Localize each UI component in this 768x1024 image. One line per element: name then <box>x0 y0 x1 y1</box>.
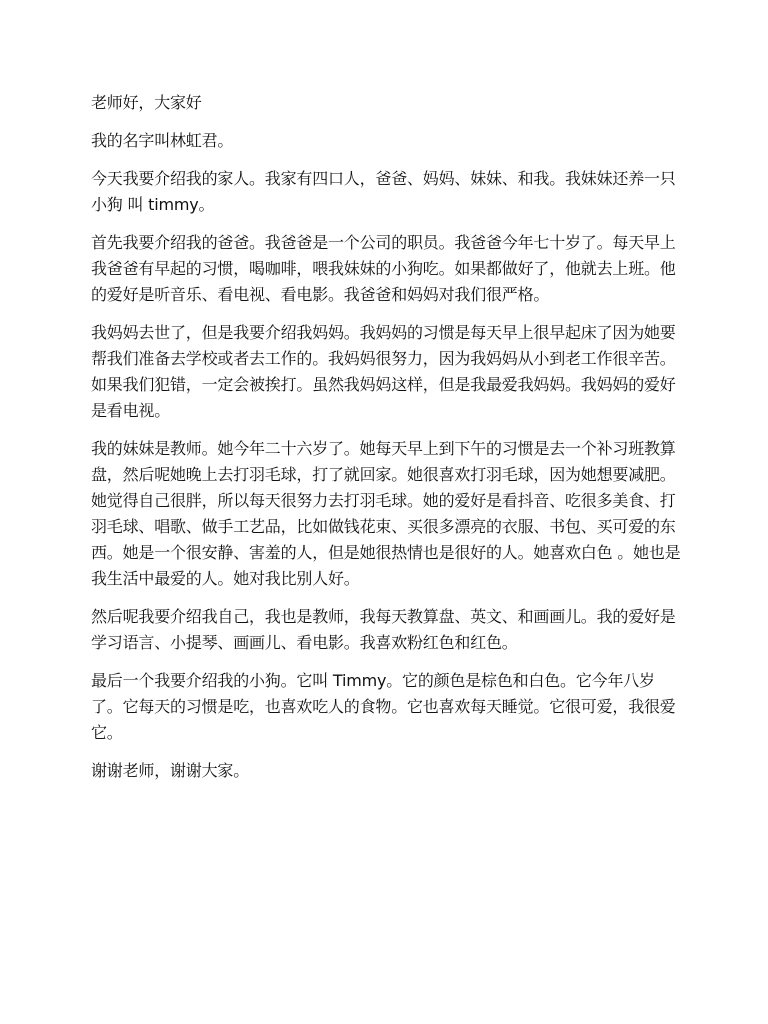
dog-paragraph: 最后一个我要介绍我的小狗。它叫 Timmy。它的颜色是棕色和白色。它今年八岁了。它每天的习惯是吃，也喜欢吃人的食物。它也喜欢每天睡觉。它很可爱，我很爱它。 <box>91 671 676 742</box>
greeting-paragraph: 老师好，大家好 <box>91 93 202 112</box>
sister-paragraph: 我的妹妹是教师。她今年二十六岁了。她每天早上到下午的习惯是去一个补习班教算盘，然后呢她晚上去打羽毛球，打了就回家。她很喜欢打羽毛球，因为她想要减肥。她觉得自己很胖，所以每天很努力去打羽毛球。她的爱好是看抖音、吃很多美食、打羽毛球、唱歌、做手工艺品，比如做钱花束、买很多漂亮的衣服、书包、买可爱的东西。她是一个很安静、害羞的人，但是她很热情也是很好的人。她喜欢白色 。她也是我生活中最爱的人。她对我比别人好。 <box>91 439 681 588</box>
self-paragraph: 然后呢我要介绍我自己，我也是教师，我每天教算盘、英文、和画画儿。我的爱好是学习语言、小提琴、画画儿、看电影。我喜欢粉红色和红色。 <box>91 607 676 652</box>
mother-paragraph: 我妈妈去世了，但是我要介绍我妈妈。我妈妈的习惯是每天早上很早起床了因为她要帮我们准备去学校或者去工作的。我妈妈很努力，因为我妈妈从小到老工作很辛苦。如果我们犯错，一定会被挨打。虽然我妈妈这样，但是我最爱我妈妈。我妈妈的爱好是看电视。 <box>91 323 676 420</box>
father-paragraph: 首先我要介绍我的爸爸。我爸爸是一个公司的职员。我爸爸今年七十岁了。每天早上我爸爸有早起的习惯，喝咖啡，喂我妹妹的小狗吃。如果都做好了，他就去上班。他的爱好是听音乐、看电视、看电影。我爸爸和妈妈对我们很严格。 <box>91 233 676 304</box>
name-paragraph: 我的名字叫林虹君。 <box>91 131 234 150</box>
thanks-paragraph: 谢谢老师，谢谢大家。 <box>91 761 250 780</box>
family-intro-paragraph: 今天我要介绍我的家人。我家有四口人，爸爸、妈妈、妹妹、和我。我妹妹还养一只小狗 叫 timmy。 <box>91 169 676 214</box>
